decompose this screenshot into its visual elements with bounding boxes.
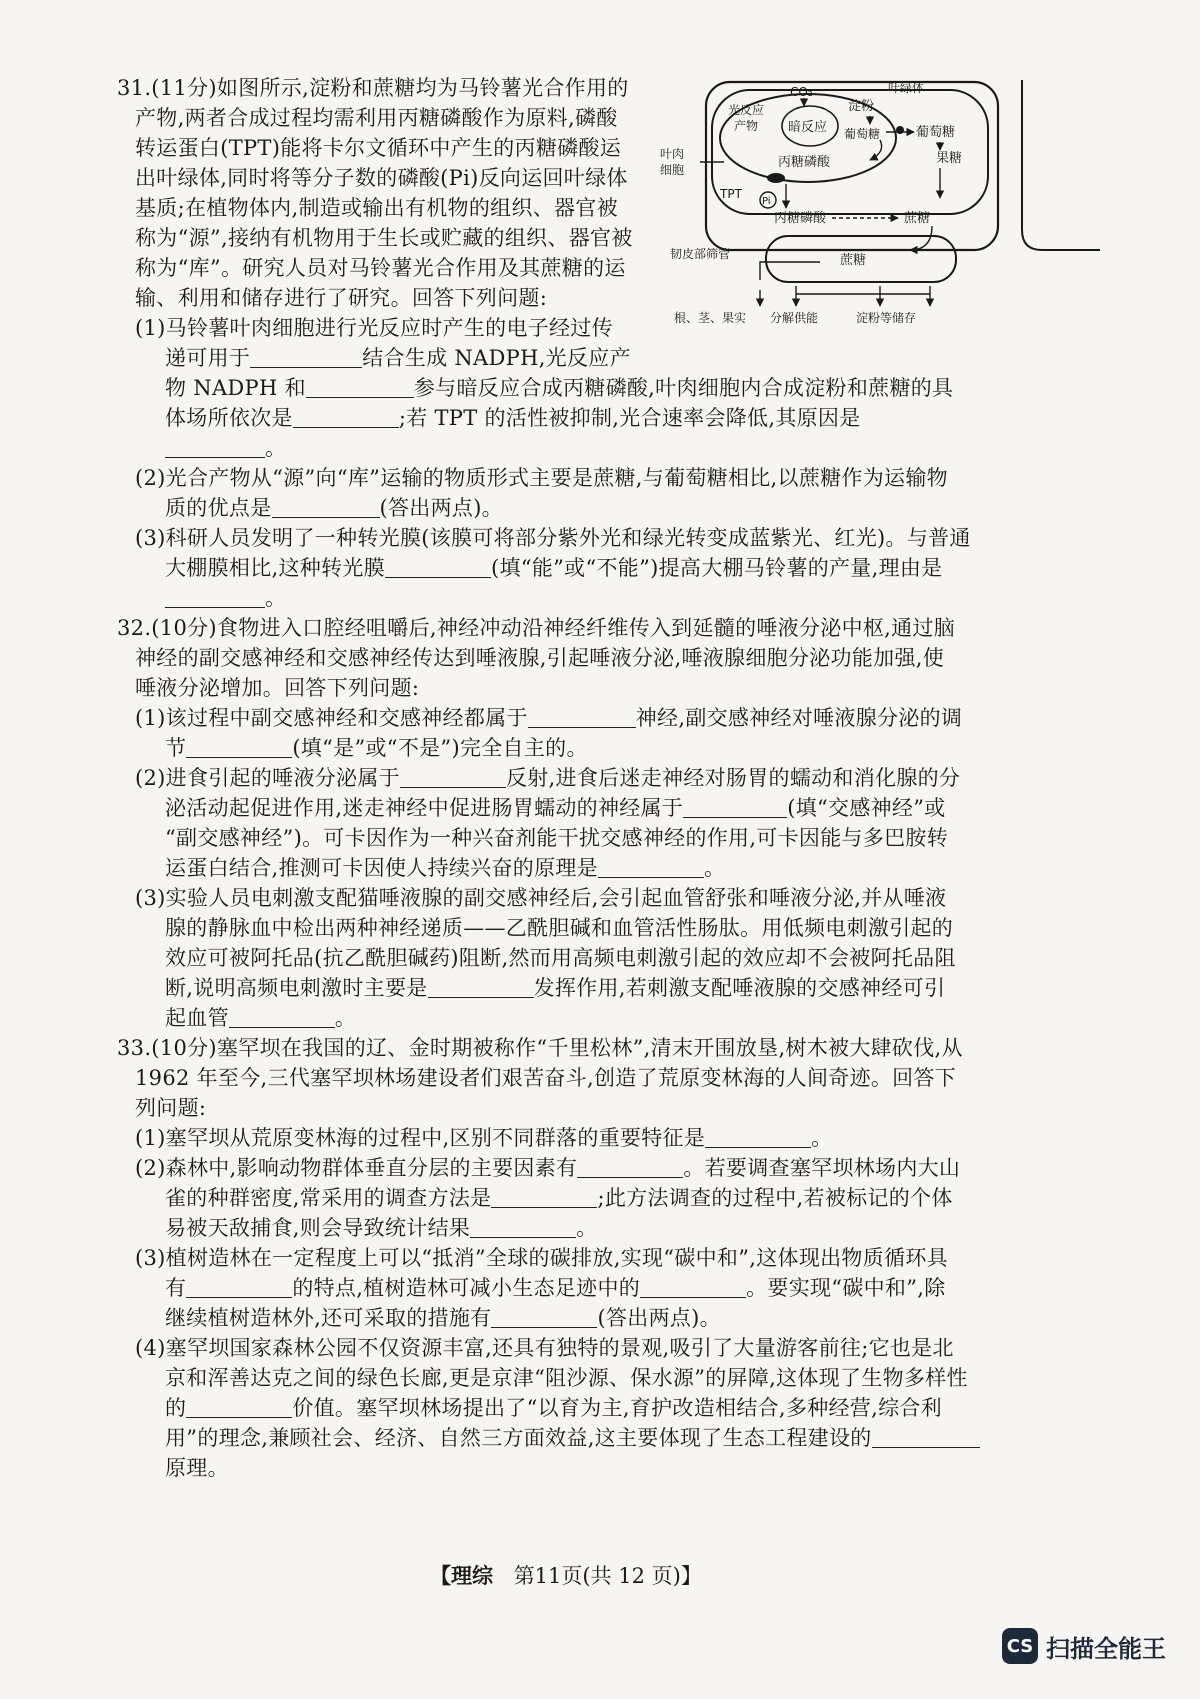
q32-line: 神经的副交感神经和交感神经传达到唾液腺,引起唾液分泌,唾液腺细胞分泌功能加强,使 <box>135 646 945 670</box>
q32-subquestion-3: (3)实验人员电刺激支配猫唾液腺的副交感神经后,会引起血管舒张和唾液分泌,并从唾液 <box>135 886 947 910</box>
scanner-watermark <box>1002 1628 1166 1664</box>
answer-blank[interactable] <box>598 857 704 878</box>
q31-subquestion-1: (1)马铃薯叶肉细胞进行光反应时产生的电子经过传 <box>135 316 613 340</box>
q31-line: 产物,两者合成过程均需利用丙糖磷酸作为原料,磷酸 <box>135 106 618 130</box>
photosynthesis-diagram <box>660 80 1100 370</box>
subject-label: 【理综 <box>430 1564 493 1588</box>
answer-blank[interactable] <box>293 407 399 428</box>
answer-blank[interactable] <box>306 377 414 398</box>
q31-line: 称为“源”,接纳有机物用于生长或贮藏的组织、器官被 <box>135 226 633 250</box>
starch-label: 淀粉 <box>848 99 875 114</box>
q32-subquestion-1: (1)该过程中副交感神经和交感神经都属于 神经,副交感神经对唾液腺分泌的调 <box>135 706 963 730</box>
co2-label: CO₂ <box>790 85 813 99</box>
watermark-app-name: 扫描全能王 <box>1046 1634 1166 1663</box>
q33-line: 继续植树造林外,还可采取的措施有 (答出两点)。 <box>165 1306 721 1330</box>
q33-line: 有 的特点,植树造林可减小生态足迹中的 。要实现“碳中和”,除 <box>165 1276 946 1300</box>
q33-line: 1962 年至今,三代塞罕坝林场建设者们艰苦奋斗,创造了荒原变林海的人间奇迹。回答下 <box>135 1066 957 1090</box>
q31-line: 物 NADPH 和 参与暗反应合成丙糖磷酸,叶肉细胞内合成淀粉和蔗糖的具 <box>165 376 954 400</box>
page-number: 第11页(共 12 页)】 <box>513 1564 702 1588</box>
transporter-dot-icon <box>896 126 904 134</box>
glucose-label: 葡萄糖 <box>844 127 881 141</box>
q33-line: 原理。 <box>165 1456 229 1480</box>
sink-label: 根、茎、果实 <box>674 311 747 325</box>
q32-subquestion-2: (2)进食引起的唾液分泌属于 反射,进食后迷走神经对肠胃的蠕动和消化腺的分 <box>135 766 961 790</box>
use-label: 分解供能 <box>770 311 819 325</box>
answer-blank[interactable] <box>872 1427 980 1448</box>
answer-blank[interactable] <box>165 437 265 458</box>
use-label: 淀粉等储存 <box>856 311 917 325</box>
q33-line: 列问题: <box>135 1096 207 1120</box>
tpt-label: TPT <box>720 187 742 201</box>
q33-line: 用”的理念,兼顾社会、经济、自然三方面效益,这主要体现了生态工程建设的 <box>165 1424 980 1452</box>
q32-line: 唾液分泌增加。回答下列问题: <box>135 676 420 700</box>
answer-blank[interactable] <box>250 347 362 368</box>
q33-line: 雀的种群密度,常采用的调查方法是 ;此方法调查的过程中,若被标记的个体 <box>165 1186 953 1210</box>
glucose-label: 葡萄糖 <box>916 125 956 140</box>
answer-blank[interactable] <box>229 1007 335 1028</box>
q32-line: “副交感神经”)。可卡因作为一种兴奋剂能干扰交感神经的作用,可卡因能与多巴胺转 <box>165 826 949 850</box>
q33-subquestion-3: (3)植树造林在一定程度上可以“抵消”全球的碳排放,实现“碳中和”,这体现出物质循环具 <box>135 1246 948 1270</box>
neighbor-cell-wall <box>1022 80 1100 250</box>
dark-reaction-label: 暗反应 <box>788 120 828 135</box>
camscanner-logo-icon: CS <box>1002 1628 1038 1664</box>
mesophyll-label: 叶肉 <box>660 147 685 161</box>
q33-line: 的 价值。塞罕坝林场提出了“以育为主,育护改造相结合,多种经营,综合利 <box>165 1396 942 1420</box>
q33-subquestion-1: (1)塞罕坝从荒原变林海的过程中,区别不同群落的重要特征是 。 <box>135 1126 833 1150</box>
triose-phosphate-label: 丙糖磷酸 <box>778 155 831 170</box>
answer-blank[interactable] <box>470 1217 576 1238</box>
answer-blank[interactable] <box>683 797 787 818</box>
q32-line: 运蛋白结合,推测可卡因使人持续兴奋的原理是 。 <box>165 856 726 880</box>
answer-blank[interactable] <box>491 1187 597 1208</box>
q32-line: 起血管 。 <box>165 1006 357 1030</box>
q31-line: 出叶绿体,同时将等分子数的磷酸(Pi)反向运回叶绿体 <box>135 166 628 190</box>
answer-blank[interactable] <box>528 707 636 728</box>
answer-blank[interactable] <box>640 1277 746 1298</box>
q32-line: 32.(10分)食物进入口腔经咀嚼后,神经冲动沿神经纤维传入到延髓的唾液分泌中枢,通过脑 <box>117 616 956 640</box>
q31-line: 输、利用和储存进行了研究。回答下列问题: <box>135 286 548 310</box>
page-footer <box>430 1560 702 1590</box>
q31-line: 称为“库”。研究人员对马铃薯光合作用及其蔗糖的运 <box>135 256 626 280</box>
q31-subquestion-3: (3)科研人员发明了一种转光膜(该膜可将部分紫外光和绿光转变成蓝紫光、红光)。与普通 <box>135 526 971 550</box>
light-product-label: 产物 <box>734 119 759 133</box>
q31-subquestion-2: (2)光合产物从“源”向“库”运输的物质形式主要是蔗糖,与葡萄糖相比,以蔗糖作为运输物 <box>135 466 948 490</box>
triose-phosphate-label: 丙糖磷酸 <box>774 211 827 226</box>
answer-blank[interactable] <box>385 557 491 578</box>
pi-label: Pi <box>762 196 771 207</box>
q33-subquestion-4: (4)塞罕坝国家森林公园不仅资源丰富,还具有独特的景观,吸引了大量游客前往;它也是北 <box>135 1336 954 1360</box>
q33-line: 33.(10分)塞罕坝在我国的辽、金时期被称作“千里松林”,清末开围放垦,树木被大肆砍伐,从 <box>117 1036 963 1060</box>
answer-blank[interactable] <box>400 767 506 788</box>
answer-blank[interactable] <box>186 1397 292 1418</box>
q31-line: 31.(11分)如图所示,淀粉和蔗糖均为马铃薯光合作用的 <box>117 76 629 100</box>
q33-line: 易被天敌捕食,则会导致统计结果 。 <box>165 1216 598 1240</box>
q31-line: 大棚膜相比,这种转光膜 (填“能”或“不能”)提高大棚马铃薯的产量,理由是 <box>165 556 943 580</box>
answer-blank[interactable] <box>705 1127 811 1148</box>
answer-blank[interactable] <box>491 1307 597 1328</box>
q33-line: 京和浑善达克之间的绿色长廊,更是京津“阻沙源、保水源”的屏障,这体现了生物多样性 <box>165 1366 968 1390</box>
sucrose-phloem-label: 蔗糖 <box>840 253 867 268</box>
chloroplast-label: 叶绿体 <box>888 81 925 95</box>
q31-line: 转运蛋白(TPT)能将卡尔文循环中产生的丙糖磷酸运 <box>135 136 622 160</box>
q32-line: 节 (填“是”或“不是”)完全自主的。 <box>165 736 588 760</box>
answer-blank[interactable] <box>272 497 380 518</box>
q33-subquestion-2: (2)森林中,影响动物群体垂直分层的主要因素有 。若要调查塞罕坝林场内大山 <box>135 1156 961 1180</box>
fructose-label: 果糖 <box>936 151 963 166</box>
q32-line: 泌活动起促进作用,迷走神经中促进肠胃蠕动的神经属于 (填“交感神经”或 <box>165 796 946 820</box>
q32-line: 断,说明高频电刺激时主要是 发挥作用,若刺激支配唾液腺的交感神经可引 <box>165 976 946 1000</box>
tpt-transporter-icon <box>767 173 785 183</box>
answer-blank[interactable] <box>186 1277 292 1298</box>
q31-line: 递可用于 结合生成 NADPH,光反应产 <box>165 346 631 370</box>
answer-blank[interactable] <box>165 587 265 608</box>
mesophyll-label: 细胞 <box>660 163 685 177</box>
q31-line: 质的优点是 (答出两点)。 <box>165 496 503 520</box>
sucrose-label: 蔗糖 <box>904 211 931 226</box>
q31-line: 体场所依次是 ;若 TPT 的活性被抑制,光合速率会降低,其原因是 <box>165 406 861 430</box>
q31-line: 。 <box>165 434 286 462</box>
q32-line: 腺的静脉血中检出两种神经递质——乙酰胆碱和血管活性肠肽。用低频电刺激引起的 <box>165 916 954 940</box>
answer-blank[interactable] <box>186 737 292 758</box>
q31-line: 。 <box>165 584 286 612</box>
q31-line: 基质;在植物体内,制造或输出有机物的组织、器官被 <box>135 196 618 220</box>
answer-blank[interactable] <box>428 977 534 998</box>
q32-line: 效应可被阿托品(抗乙酰胆碱药)阻断,然而用高频电刺激引起的效应却不会被阿托品阻 <box>165 946 956 970</box>
answer-blank[interactable] <box>577 1157 683 1178</box>
phloem-label: 韧皮部筛管 <box>670 247 731 261</box>
light-product-label: 光反应 <box>728 103 765 117</box>
